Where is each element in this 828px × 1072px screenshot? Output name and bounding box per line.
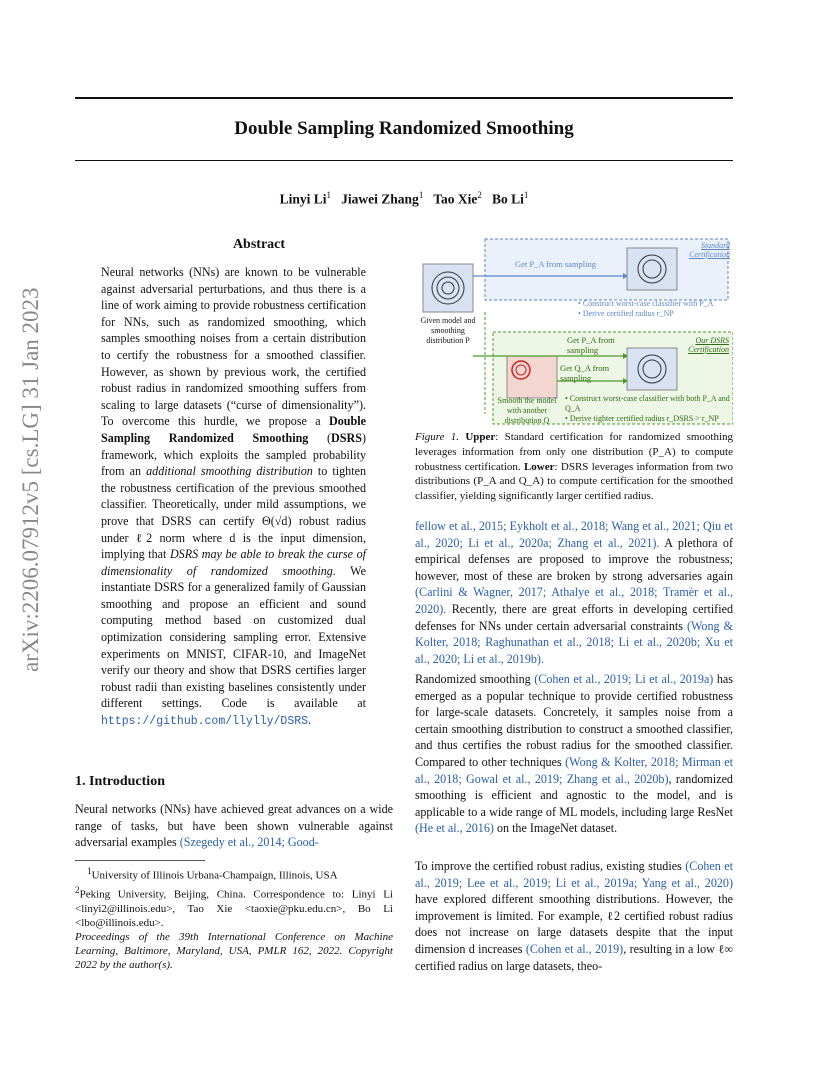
bullet-text: Derive certified radius r_NP xyxy=(582,309,674,318)
abstract-italic: additional smoothing distribution xyxy=(146,464,313,479)
bullet-text: Construct worst-case classifier with P_A xyxy=(582,299,714,308)
footnote-text: University of Illinois Urbana-Champaign, Illinois, USA xyxy=(91,869,338,882)
intro-text: Neural networks (NNs) have achieved great advances on a wide range of tasks, but have been shown vulnerable against adversarial examples xyxy=(75,802,393,850)
intro-paragraph xyxy=(75,801,393,851)
abstract-dsrs: DSRS xyxy=(331,430,362,445)
title-rule-top xyxy=(75,97,733,99)
body-text: has emerged as a popular technique to provide certified robustness for large-scale datasets. Concretely, it samples noise from a certain smoothing distribution to construct a smoothed classifier, and thus certifies the robust radius for the smoothed classifier. Compared to other techniques xyxy=(415,672,733,769)
get-qa-label: Get Q_A from sampling xyxy=(560,363,610,383)
caption-upper: Upper xyxy=(465,431,496,443)
body-text: Randomized smoothing xyxy=(415,672,535,686)
get-pa-top-label: Get P_A from sampling xyxy=(515,259,596,269)
bullet-text: Derive tighter certified radius r_DSRS > r_NP xyxy=(569,414,719,423)
right-paragraph-3 xyxy=(415,858,733,974)
author-name: Linyi Li xyxy=(279,191,327,207)
right-paragraph-2 xyxy=(415,671,733,837)
standard-cert-label: Standard Certification xyxy=(689,241,730,259)
body-text: on the ImageNet dataset. xyxy=(493,821,618,836)
code-link[interactable]: https://github.com/llylly/DSRS xyxy=(101,715,309,729)
author-name: Bo Li xyxy=(491,191,524,207)
author-affiliation: 2 xyxy=(477,190,482,200)
body-text: , resulting in a low ℓ∞ certified radius on large datasets, theo- xyxy=(415,941,734,973)
abstract-dsrs-full: Double Sampling Randomized Smoothing xyxy=(101,414,366,445)
footnote-rule xyxy=(75,860,205,861)
proceedings-note: Proceedings of the 39th International Conference on Machine Learning, Baltimore, Maryland, USA, PMLR 162, 2022. Copyright 2022 by the author(s). xyxy=(75,931,393,972)
author-name: Tao Xie xyxy=(433,191,478,207)
abstract-heading: Abstract xyxy=(232,237,286,252)
caption-text: : DSRS leverages information from two distributions (P_A and Q_A) to compute certification for the smoothed classifier, yielding significantly larger certified radius. xyxy=(415,460,733,503)
abstract-italic: DSRS may be able to break the curse of dimensionality of randomized smoothing xyxy=(101,547,366,578)
arxiv-id: arXiv:2206.07912v5 [cs.LG] 31 Jan 2023 xyxy=(18,287,43,672)
author-affiliation: 1 xyxy=(418,190,424,200)
citation-link[interactable]: (Szegedy et al., 2014; Good- xyxy=(179,835,319,850)
bottom-bullets: • Construct worst-case classifier with both P_A and Q_A • Derive tighter certified radius r_DSRS > r_NP xyxy=(565,394,730,423)
get-pa-mid-label: Get P_A from sampling xyxy=(567,335,615,355)
body-text: have explored different smoothing distributions. However, the improvement is limited. For example, ℓ2 certified robust radius does not increase on large datasets despite that the input dimension d increases xyxy=(415,892,733,956)
citation-link[interactable]: (Wong & Kolter, 2018; Mirman et al., 2018; Gowal et al., 2019; Zhang et al., 2020b) xyxy=(415,754,733,786)
citation-link[interactable]: (He et al., 2016) xyxy=(415,821,494,836)
author-affiliation: 1 xyxy=(523,190,529,200)
citation-link[interactable]: (Carlini & Wagner, 2017; Athalye et al., 2018; Tramèr et al., 2020). xyxy=(415,585,733,616)
caption-lower: Lower xyxy=(523,460,555,473)
abstract-body: Neural networks (NNs) are known to be vulnerable against adversarial perturbations, and thus there is a line of work aiming to provide robustness certification for NNs, such as randomized smoothing, which samples smoothing noises from a certain distribution to certify the robustness for a smoothed classifier. However, as shown by previous work, the certified robust radius in randomized smoothing suffers from scaling to large datasets (“curse of dimensionality”). To overcome this hurdle, we propose a Double Sampling Randomized Smoothing (DSRS) framework, which exploits the sampled probability from an additional smoothing distribution to tighten the robustness certification of the previous smoothed classifier. Theoretically, under mild assumptions, we prove that DSRS can certify Θ(√d) robust radius under ℓ2 norm where d is the input dimension, implying that DSRS may be able to break the curse of dimensionality of randomized smoothing. We instantiate DSRS for a generalized family of Gaussian smoothing and propose an efficient and sound computing method based on customized dual optimization considering sampling error. Extensive experiments on MNIST, CIFAR-10, and ImageNet verify our theory and show that DSRS certifies larger robust radii than existing baselines consistently under different settings. Code is available at https://github.com/llylly/DSRS. xyxy=(101,265,366,729)
body-text: A plethora of empirical defenses are proposed to improve the robustness; however, most of these are broken by strong adversaries again xyxy=(415,535,733,583)
paper-title: Double Sampling Randomized Smoothing xyxy=(234,118,574,139)
citation-link[interactable]: (Cohen et al., 2019; Lee et al., 2019; Li et al., 2019a; Yang et al., 2020) xyxy=(415,859,733,890)
top-bullets: • Construct worst-case classifier with P_A • Derive certified radius r_NP xyxy=(578,299,714,318)
figure-caption xyxy=(415,430,733,504)
caption-label: Figure 1. xyxy=(415,431,460,443)
abstract-text: . We instantiate DSRS for a generalized family of Gaussian smoothing and propose an efficient and sound computing method based on customized dual optimization considering sampling error. Extensive experiments on MNIST, CIFAR-10, and ImageNet verify our theory and show that DSRS certifies larger robust radii than existing baselines consistently under different settings. Code is available at xyxy=(101,563,366,711)
author-list xyxy=(75,190,733,208)
intro-heading: 1. Introduction xyxy=(75,774,165,789)
footnote-text: Peking University, Beijing, China. Correspondence to: Linyi Li <linyi2@illinois.edu>, Tao Xie <taoxie@pku.edu.cn>, Bo Li <lbo@illinois.edu>. xyxy=(75,888,393,929)
citation-link[interactable]: (Cohen et al., 2019; Li et al., 2019a) xyxy=(534,672,714,686)
author-name: Jiawei Zhang xyxy=(341,191,419,207)
dsrs-cert-label: Our DSRS Certification xyxy=(688,336,729,354)
title-rule-bottom xyxy=(75,160,733,161)
author-affiliation: 1 xyxy=(326,190,332,200)
figure-1 xyxy=(415,236,733,426)
abstract-text: framework, which exploits the sampled probability from an xyxy=(101,447,366,479)
bullet-text: Construct worst-case classifier with both P_A and Q_A xyxy=(565,394,730,413)
abstract-text: to tighten the robustness certification of the previous smoothed classifier. Theoretically, under mild assumptions, we prove that DSRS can certify Θ(√d) robust radius under ℓ2 norm where d is the input dimension, implying that xyxy=(101,464,366,562)
body-text: To improve the certified robust radius, existing studies xyxy=(415,859,686,873)
arxiv-stamp xyxy=(18,287,44,672)
right-paragraph-1 xyxy=(415,518,733,667)
abstract-text: Neural networks (NNs) are known to be vulnerable against adversarial perturbations, and thus there is a line of work aiming to provide robustness certification for NNs, such as randomized smoothing, which samples smoothing noises from a certain distribution to certify the robustness for a smoothed classifier. However, as shown by previous work, the certified robust radius in randomized smoothing suffers from scaling to large datasets (“curse of dimensionality”). To overcome this hurdle, we propose a xyxy=(101,265,366,429)
body-text: Recently, there are great efforts in developing certified defenses for NNs under certain adversarial constraints xyxy=(415,601,733,633)
caption-text: : Standard certification for randomized smoothing leverages information from only one distribution (P_A) to compute robustness certification. xyxy=(415,431,734,473)
citation-link[interactable]: (Wong & Kolter, 2018; Raghunathan et al., 2018; Li et al., 2020b; Xu et al., 2020; Li et al., 2019b). xyxy=(415,618,733,666)
smooth-another-label: Smooth the model with another distribution Q xyxy=(497,396,557,425)
given-model-label: Given model and smoothing distribution P xyxy=(420,316,476,345)
citation-link[interactable]: fellow et al., 2015; Eykholt et al., 2018; Wang et al., 2021; Qiu et al., 2020; Li et al., 2020a; Zhang et al., 2021). xyxy=(415,519,733,550)
footnote-affiliations: $^1$University of Illinois Urbana-Champaign, Illinois, USA $^2$Peking University, Beijing, China. Correspondence to: Linyi Li <linyi2@illinois.edu>, Tao Xie <taoxie@pku.edu.cn>, Bo Li <lbo@illinois.edu>. xyxy=(75,866,393,929)
citation-link[interactable]: (Cohen et al., 2019) xyxy=(525,941,624,956)
body-text: , randomized smoothing is efficient and agnostic to the model, and is applicable to a wide range of ML models, including large ResNet xyxy=(415,771,733,819)
